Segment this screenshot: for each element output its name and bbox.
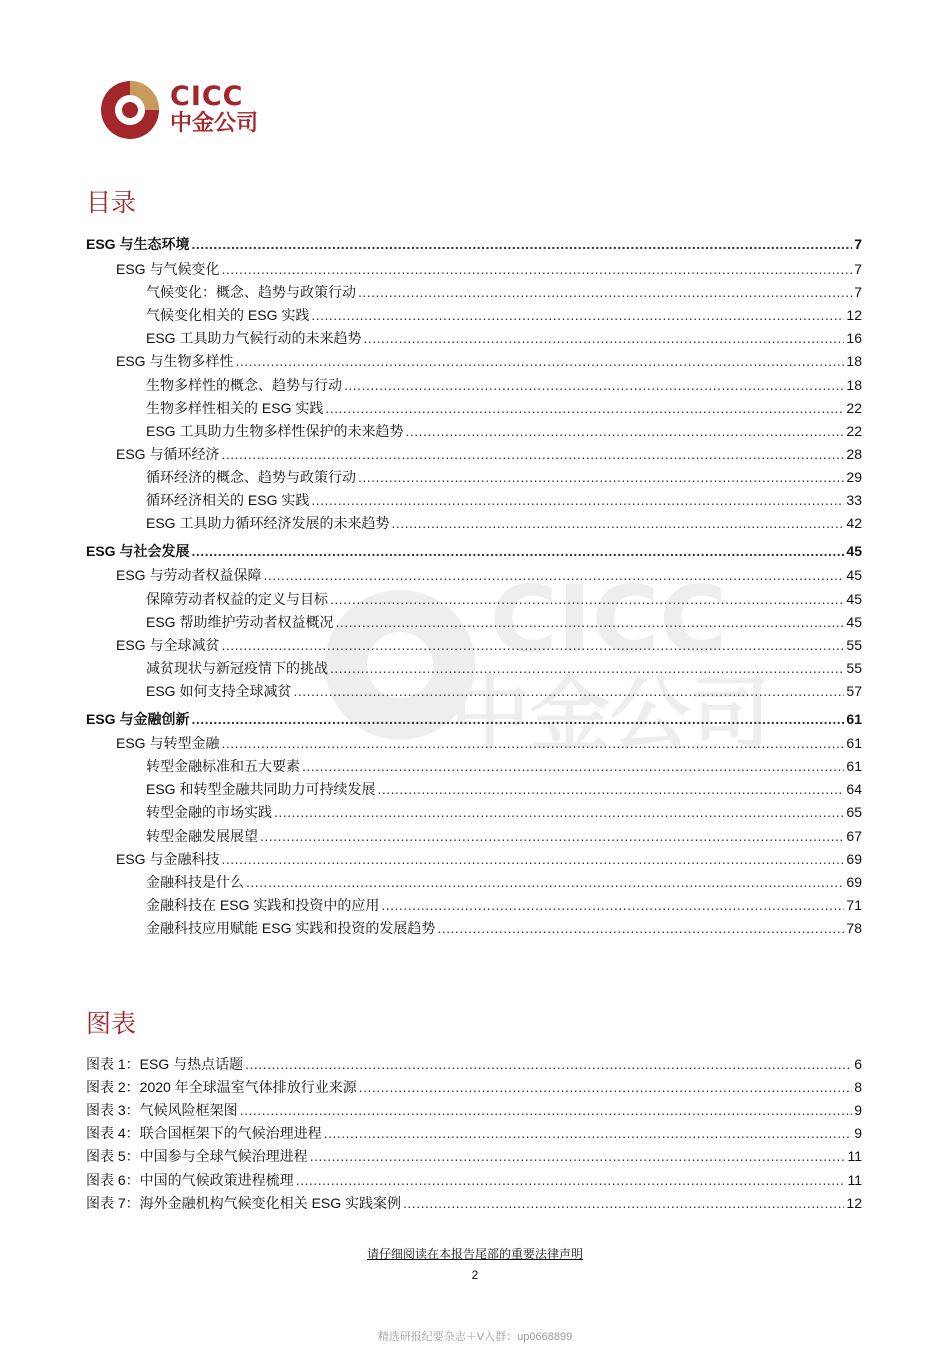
toc-chapter[interactable] — [86, 542, 862, 560]
toc-entry-page: 22 — [846, 423, 862, 439]
toc-leader-dots — [325, 399, 844, 417]
toc-entry-page: 18 — [846, 353, 862, 369]
figure-entry-label: 图表 7：海外金融机构气候变化相关 ESG 实践案例 — [86, 1195, 402, 1211]
toc-section[interactable] — [116, 260, 862, 278]
toc-leader-dots — [302, 757, 844, 775]
page-number: 2 — [471, 1268, 479, 1282]
toc-leader-dots — [221, 260, 852, 278]
toc-entry-page: 33 — [846, 492, 862, 508]
toc-leader-dots — [311, 491, 844, 509]
toc-entry-page: 12 — [846, 307, 862, 323]
toc-leader-dots — [191, 235, 852, 253]
figure-entry-page: 11 — [847, 1148, 862, 1164]
toc-leader-dots — [330, 590, 844, 608]
cicc-logo-mark-icon — [100, 80, 160, 140]
figure-list-item[interactable] — [86, 1171, 862, 1189]
toc-leader-dots — [246, 873, 844, 891]
toc-entry-page: 55 — [846, 660, 862, 676]
toc-entry-page: 45 — [846, 567, 862, 583]
toc-subsection[interactable] — [146, 659, 862, 677]
figure-entry-page: 8 — [854, 1079, 862, 1095]
toc-entry-label: 金融科技是什么 — [146, 874, 244, 890]
figure-entry-page: 9 — [854, 1125, 862, 1141]
toc-subsection[interactable] — [146, 757, 862, 775]
toc-section[interactable] — [116, 566, 862, 584]
toc-section[interactable] — [116, 636, 862, 654]
toc-leader-dots — [335, 613, 844, 631]
toc-entry-page: 64 — [846, 781, 862, 797]
toc-entry-label: ESG 与社会发展 — [86, 543, 190, 559]
toc-entry-label: 金融科技在 ESG 实践和投资中的应用 — [146, 897, 380, 913]
toc-section[interactable] — [116, 445, 862, 463]
figure-list-item[interactable] — [86, 1147, 862, 1165]
figure-entry-page: 9 — [854, 1102, 862, 1118]
figure-list-item[interactable] — [86, 1124, 862, 1142]
toc-entry-label: ESG 与金融创新 — [86, 711, 190, 727]
toc-leader-dots — [263, 566, 844, 584]
legal-disclaimer-link[interactable]: 请仔细阅读在本报告尾部的重要法律声明 — [366, 1247, 583, 1261]
figure-leader-dots — [324, 1124, 853, 1142]
toc-entry-label: ESG 工具助力生物多样性保护的未来趋势 — [146, 423, 404, 439]
toc-entry-page: 61 — [846, 735, 862, 751]
toc-entry-label: 气候变化：概念、趋势与政策行动 — [146, 284, 356, 300]
logo-name-cn: 中金公司 — [170, 111, 259, 136]
toc-leader-dots — [260, 827, 844, 845]
toc-subsection[interactable] — [146, 306, 862, 324]
toc-subsection[interactable] — [146, 896, 862, 914]
figure-entry-label: 图表 5：中国参与全球气候治理进程 — [86, 1148, 308, 1164]
toc-entry-page: 42 — [846, 515, 862, 531]
toc-leader-dots — [437, 919, 844, 937]
toc-entry-label: 保障劳动者权益的定义与目标 — [146, 591, 328, 607]
logo-name-en: CICC — [170, 81, 244, 112]
toc-leader-dots — [221, 734, 844, 752]
toc-subsection[interactable] — [146, 590, 862, 608]
toc-entry-page: 71 — [846, 897, 862, 913]
toc-entry-label: ESG 与金融科技 — [116, 851, 220, 867]
toc-entry-page: 57 — [846, 683, 862, 699]
toc-entry-label: ESG 与转型金融 — [116, 735, 220, 751]
toc-entry-label: 减贫现状与新冠疫情下的挑战 — [146, 660, 328, 676]
toc-subsection[interactable] — [146, 780, 862, 798]
toc-leader-dots — [391, 514, 844, 532]
figures-title: 图表 — [86, 1009, 137, 1038]
toc-subsection[interactable] — [146, 682, 862, 700]
toc-entry-label: ESG 与生物多样性 — [116, 353, 234, 369]
figure-entry-label: 图表 4：联合国框架下的气候治理进程 — [86, 1125, 322, 1141]
figure-list-item[interactable] — [86, 1101, 862, 1119]
toc-entry-page: 61 — [846, 711, 862, 727]
toc-leader-dots — [358, 283, 852, 301]
figure-entry-page: 12 — [846, 1195, 862, 1211]
toc-entry-label: 转型金融发展展望 — [146, 828, 258, 844]
toc-subsection[interactable] — [146, 399, 862, 417]
toc-entry-label: 转型金融的市场实践 — [146, 804, 272, 820]
toc-entry-label: 生物多样性相关的 ESG 实践 — [146, 400, 324, 416]
toc-subsection[interactable] — [146, 468, 862, 486]
figure-entry-label: 图表 3：气候风险框架图 — [86, 1102, 238, 1118]
toc-entry-page: 7 — [854, 261, 862, 277]
toc-leader-dots — [191, 710, 844, 728]
toc-entry-label: ESG 与生态环境 — [86, 236, 190, 252]
watermark-text-cn: 中金公司 — [450, 668, 770, 761]
toc-entry-label: ESG 帮助维护劳动者权益概况 — [146, 614, 334, 630]
legal-disclaimer — [0, 1246, 950, 1262]
toc-entry-label: ESG 工具助力气候行动的未来趋势 — [146, 330, 362, 346]
toc-entry-label: 气候变化相关的 ESG 实践 — [146, 307, 310, 323]
toc-entry-page: 29 — [846, 469, 862, 485]
toc-subsection[interactable] — [146, 329, 862, 347]
toc-leader-dots — [405, 422, 844, 440]
toc-entry-label: ESG 工具助力循环经济发展的未来趋势 — [146, 515, 390, 531]
toc-entry-label: ESG 如何支持全球减贫 — [146, 683, 292, 699]
toc-subsection[interactable] — [146, 873, 862, 891]
toc-section[interactable] — [116, 734, 862, 752]
figure-leader-dots — [240, 1101, 853, 1119]
toc-entry-page: 67 — [846, 828, 862, 844]
toc-entry-label: 循环经济的概念、趋势与政策行动 — [146, 469, 356, 485]
figure-leader-dots — [296, 1171, 846, 1189]
figure-entry-page: 11 — [847, 1172, 862, 1188]
toc-entry-page: 28 — [846, 446, 862, 462]
toc-entry-page: 78 — [846, 920, 862, 936]
toc-leader-dots — [311, 306, 844, 324]
toc-leader-dots — [235, 352, 844, 370]
toc-leader-dots — [330, 659, 844, 677]
figure-list-item[interactable] — [86, 1055, 862, 1073]
toc-subsection[interactable] — [146, 827, 862, 845]
figure-entry-label: 图表 1：ESG 与热点话题 — [86, 1056, 244, 1072]
toc-entry-page: 45 — [846, 543, 862, 559]
figure-entry-page: 6 — [854, 1056, 862, 1072]
toc-chapter[interactable] — [86, 710, 862, 728]
toc-subsection[interactable] — [146, 422, 862, 440]
toc-entry-label: 循环经济相关的 ESG 实践 — [146, 492, 310, 508]
figure-leader-dots — [245, 1055, 852, 1073]
toc-subsection[interactable] — [146, 919, 862, 937]
toc-entry-label: ESG 与劳动者权益保障 — [116, 567, 262, 583]
figure-leader-dots — [403, 1194, 844, 1212]
figure-leader-dots — [359, 1078, 852, 1096]
toc-entry-page: 69 — [846, 874, 862, 890]
toc-entry-label: 生物多样性的概念、趋势与行动 — [146, 377, 342, 393]
figure-entry-label: 图表 6：中国的气候政策进程梳理 — [86, 1172, 294, 1188]
toc-leader-dots — [377, 780, 844, 798]
toc-subsection[interactable] — [146, 803, 862, 821]
toc-entry-label: ESG 和转型金融共同助力可持续发展 — [146, 781, 376, 797]
figure-entry-label: 图表 2：2020 年全球温室气体排放行业来源 — [86, 1079, 357, 1095]
toc-subsection[interactable] — [146, 514, 862, 532]
toc-leader-dots — [191, 542, 844, 560]
figure-list-item[interactable] — [86, 1078, 862, 1096]
toc-entry-page: 16 — [846, 330, 862, 346]
toc-entry-page: 45 — [846, 591, 862, 607]
toc-subsection[interactable] — [146, 491, 862, 509]
toc-entry-page: 61 — [846, 758, 862, 774]
toc-entry-page: 45 — [846, 614, 862, 630]
toc-subsection[interactable] — [146, 376, 862, 394]
toc-entry-label: ESG 与全球减贫 — [116, 637, 220, 653]
toc-entry-page: 69 — [846, 851, 862, 867]
toc-chapter[interactable] — [86, 235, 862, 253]
toc-leader-dots — [358, 468, 844, 486]
watermark-text-en: CICC — [490, 566, 727, 673]
toc-entry-label: 转型金融标准和五大要素 — [146, 758, 300, 774]
toc-entry-page: 65 — [846, 804, 862, 820]
cicc-logo — [100, 80, 270, 144]
toc-entry-page: 7 — [854, 236, 862, 252]
toc-subsection[interactable] — [146, 613, 862, 631]
toc-leader-dots — [381, 896, 844, 914]
figure-leader-dots — [310, 1147, 846, 1165]
toc-entry-page: 18 — [846, 377, 862, 393]
toc-entry-page: 7 — [854, 284, 862, 300]
toc-leader-dots — [293, 682, 844, 700]
toc-subsection[interactable] — [146, 283, 862, 301]
toc-leader-dots — [221, 445, 844, 463]
toc-entry-label: ESG 与气候变化 — [116, 261, 220, 277]
toc-section[interactable] — [116, 850, 862, 868]
toc-section[interactable] — [116, 352, 862, 370]
toc-leader-dots — [221, 850, 844, 868]
figure-list-item[interactable] — [86, 1194, 862, 1212]
toc-leader-dots — [221, 636, 844, 654]
toc-leader-dots — [274, 803, 844, 821]
toc-entry-label: ESG 与循环经济 — [116, 446, 220, 462]
bottom-watermark-text: 精选研报纪要杂志＋V入群：up0668899 — [377, 1331, 573, 1343]
toc-entry-page: 22 — [846, 400, 862, 416]
toc-entry-page: 55 — [846, 637, 862, 653]
toc-title: 目录 — [86, 188, 137, 217]
toc-leader-dots — [344, 376, 844, 394]
toc-entry-label: 金融科技应用赋能 ESG 实践和投资的发展趋势 — [146, 920, 436, 936]
toc-leader-dots — [363, 329, 844, 347]
